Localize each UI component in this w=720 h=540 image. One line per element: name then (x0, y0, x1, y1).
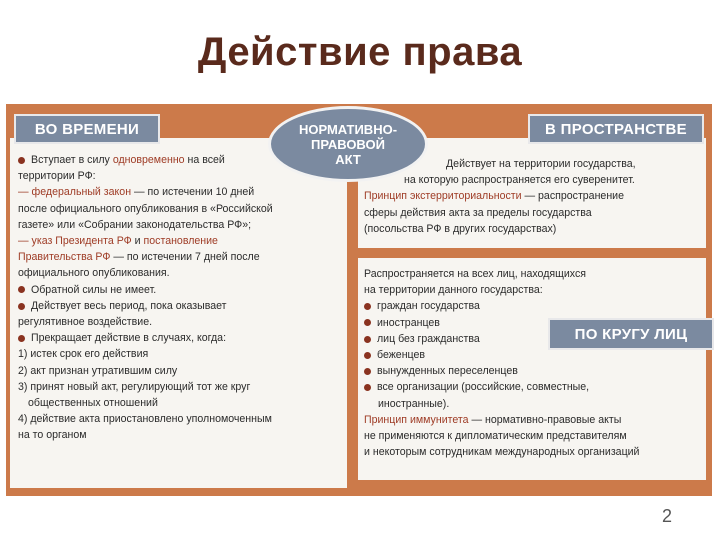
text-line: — нормативно-правовые акты (468, 413, 622, 426)
list-item: беженцев (377, 349, 426, 362)
text-line: официального опубликования. (18, 267, 170, 280)
text-line: Вступает в силу (31, 154, 110, 166)
text-line: Распространяется на всех лиц, находящихся (364, 268, 586, 280)
bullet-icon (18, 335, 25, 342)
text-accent: — федеральный закон (18, 186, 132, 199)
text-accent: одновременно (112, 154, 185, 166)
text-line: Прекращает действие в случаях, когда: (31, 332, 227, 345)
bullet-icon (364, 352, 371, 359)
bullet-icon (364, 336, 371, 343)
bullet-icon (18, 303, 25, 310)
list-item: лиц без гражданства (377, 332, 480, 345)
oval-line-2: ПРАВОВОЙ (311, 136, 385, 152)
bullet-icon (364, 368, 371, 375)
text-line: 2) акт признан утратившим силу (18, 364, 178, 377)
text-accent: — указ Президента РФ (18, 235, 132, 248)
text-accent: Принцип экстерриториальности (364, 190, 522, 203)
text-line: Действует на территории государства, (446, 158, 636, 170)
text-line: после официального опубликования в «Российской (18, 202, 273, 215)
text-line: 4) действие акта приостановлено уполномоченным (18, 413, 272, 426)
text-line: на всей (187, 154, 225, 166)
text-line: не применяются к дипломатическим представителям (364, 430, 627, 443)
oval-line-1: НОРМАТИВНО- (298, 121, 398, 137)
people-text (364, 266, 702, 460)
list-item: все организации (российские, совместные, (377, 381, 590, 394)
time-text (18, 152, 344, 444)
text-accent: Принцип иммунитета (364, 413, 469, 426)
text-accent: постановление (143, 235, 218, 248)
oval-line-3: АКТ (335, 151, 361, 167)
list-item: иностранцев (377, 316, 440, 329)
bullet-icon (364, 303, 371, 310)
time-tag: ВО ВРЕМЕНИ (14, 114, 160, 144)
bullet-icon (18, 286, 25, 293)
slide-title: Действие права (197, 30, 523, 74)
text-line: и (131, 235, 144, 248)
people-tag: ПО КРУГУ ЛИЦ (548, 318, 714, 350)
text-line: Обратной силы не имеет. (31, 283, 157, 296)
text-line: 1) истек срок его действия (18, 348, 149, 361)
text-line: (посольства РФ в других государствах) (364, 222, 557, 235)
text-line: — по истечении 10 дней (131, 186, 255, 199)
text-line: общественных отношений (28, 397, 158, 410)
text-accent: Правительства РФ (18, 251, 111, 264)
text-line: территории РФ: (18, 170, 96, 183)
text-line: Действует весь период, пока оказывает (31, 299, 227, 312)
text-line: на территории данного государства: (364, 284, 543, 297)
space-text (364, 156, 702, 237)
bullet-icon (364, 384, 371, 391)
page-number: 2 (662, 506, 673, 526)
text-line: — распространение (521, 190, 624, 203)
text-line: — по истечении 7 дней после (110, 251, 260, 264)
text-line: 3) принят новый акт, регулирующий тот же круг (18, 380, 251, 393)
space-tag: В ПРОСТРАНСТВЕ (528, 114, 704, 144)
text-line: сферы действия акта за пределы государства (364, 206, 592, 219)
text-line: на которую распространяется его суверенитет. (404, 174, 635, 187)
text-line: иностранные). (378, 397, 450, 410)
list-item: граждан государства (377, 300, 480, 313)
text-line: газете» или «Собрании законодательства РФ»; (18, 218, 252, 231)
bullet-icon (364, 319, 371, 326)
text-line: на то органом (18, 429, 87, 442)
list-item: вынужденных переселенцев (377, 365, 518, 378)
text-line: регулятивное воздействие. (18, 316, 153, 329)
bullet-icon (18, 157, 25, 164)
text-line: и некоторым сотрудникам международных организаций (364, 446, 640, 459)
